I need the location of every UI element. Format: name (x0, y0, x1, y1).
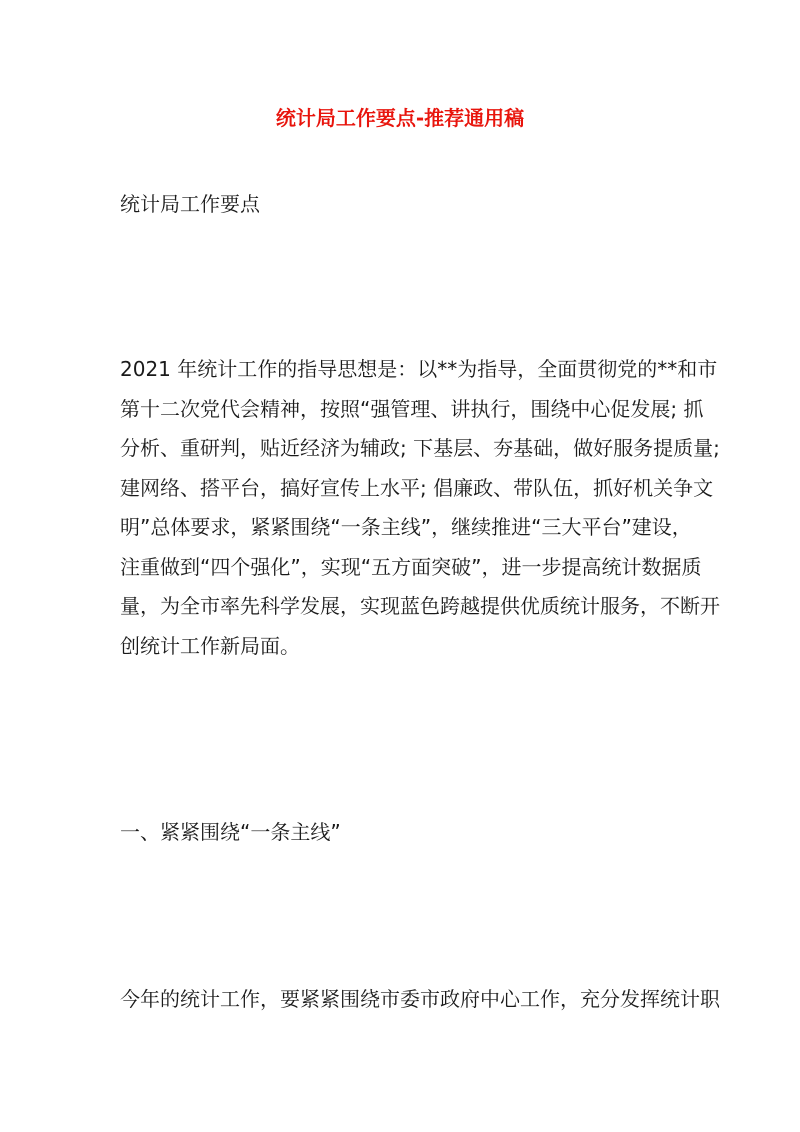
document-title: 统计局工作要点-推荐通用稿 (275, 106, 525, 130)
paragraph-line: 量，为全市率先科学发展，实现蓝色跨越提供优质统计服务，不断开 (120, 594, 720, 618)
section-heading: 一、紧紧围绕“一条主线” (120, 820, 341, 844)
paragraph-line: 明”总体要求，紧紧围绕“一条主线”，继续推进“三大平台”建设， (120, 515, 692, 539)
paragraph-line: 分析、重研判，贴近经济为辅政; 下基层、夯基础，做好服务提质量; (120, 436, 720, 460)
document-subheading: 统计局工作要点 (120, 192, 260, 216)
section-body-line: 今年的统计工作，要紧紧围绕市委市政府中心工作，充分发挥统计职 (120, 987, 720, 1011)
paragraph-line: 建网络、搭平台，搞好宣传上水平; 倡廉政、带队伍，抓好机关争文 (120, 475, 714, 500)
guiding-thought-paragraph (120, 355, 720, 671)
paragraph-line: 注重做到“四个强化”，实现“五方面突破”，进一步提高统计数据质 (120, 554, 702, 579)
paragraph-line: 第十二次党代会精神，按照“强管理、讲执行，围绕中心促发展; 抓 (120, 396, 704, 421)
paragraph-line: 创统计工作新局面。 (120, 633, 300, 658)
paragraph-line: 2021 年统计工作的指导思想是：以**为指导，全面贯彻党的**和市 (120, 357, 718, 381)
